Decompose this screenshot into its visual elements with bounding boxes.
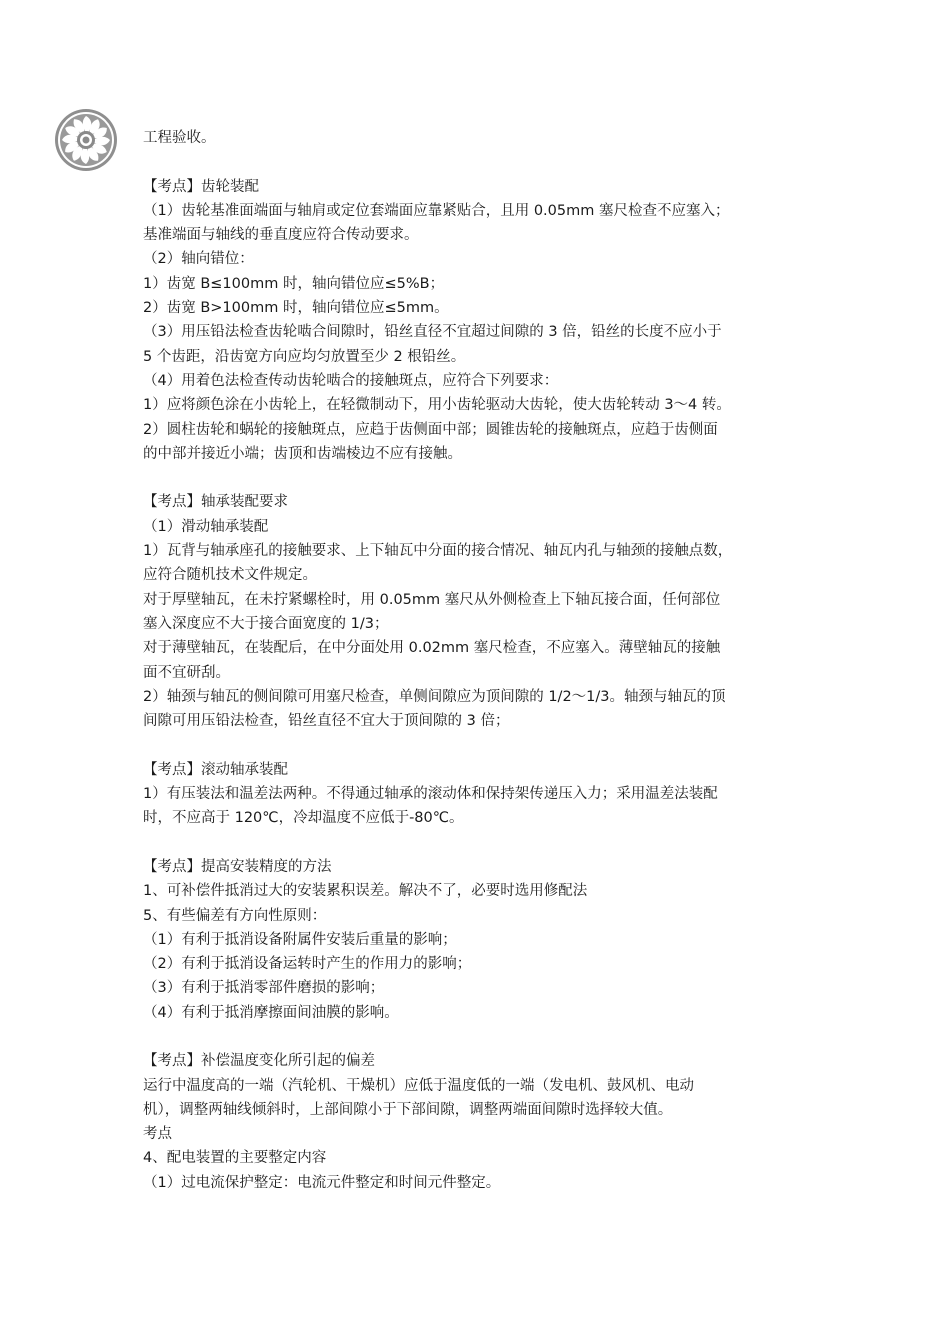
text-line: （1）齿轮基准面端面与轴肩或定位套端面应靠紧贴合，且用 0.05mm 塞尺检查不应塞入；	[143, 202, 730, 219]
text-line: 2）齿宽 B>100mm 时，轴向错位应≤5mm。	[143, 300, 449, 317]
text-line: （4）有利于抵消摩擦面间油膜的影响。	[143, 1004, 399, 1021]
text-line: 的中部并接近小端；齿顶和齿端棱边不应有接触。	[143, 445, 462, 462]
section-heading: 【考点】轴承装配要求	[143, 494, 288, 511]
blank-line	[143, 150, 833, 174]
blank-line	[143, 1025, 833, 1049]
text-line: 面不宜研刮。	[143, 664, 230, 681]
text-line: 5、有些偏差有方向性原则：	[143, 907, 327, 924]
text-line: 1）瓦背与轴承座孔的接触要求、上下轴瓦中分面的接合情况、轴瓦内孔与轴颈的接触点数，	[143, 543, 733, 560]
text-line: 间隙可用压铅法检查，铅丝直径不宜大于顶间隙的 3 倍；	[143, 713, 510, 730]
text-line: （1）有利于抵消设备附属件安装后重量的影响；	[143, 931, 457, 948]
text-line: 应符合随机技术文件规定。	[143, 567, 317, 584]
text-line: 1）应将颜色涂在小齿轮上，在轻微制动下，用小齿轮驱动大齿轮，使大齿轮转动 3～4 转。	[143, 397, 731, 414]
text-line: 基准端面与轴线的垂直度应符合传动要求。	[143, 227, 419, 244]
text-line: 4、配电装置的主要整定内容	[143, 1150, 327, 1167]
text-line: （2）轴向错位：	[143, 251, 254, 268]
section-heading: 【考点】补偿温度变化所引起的偏差	[143, 1053, 375, 1070]
text-line: （3）用压铅法检查齿轮啮合间隙时，铅丝直径不宜超过间隙的 3 倍，铅丝的长度不应小于	[143, 324, 722, 341]
blank-line	[143, 831, 833, 855]
text-line: 运行中温度高的一端（汽轮机、干燥机）应低于温度低的一端（发电机、鼓风机、电动	[143, 1077, 694, 1094]
text-line: 1、可补偿件抵消过大的安装累积误差。解决不了，必要时选用修配法	[143, 883, 588, 900]
text-line: 塞入深度应不大于接合面宽度的 1/3；	[143, 615, 389, 632]
blank-line	[143, 466, 833, 490]
text-line: 对于薄壁轴瓦，在装配后，在中分面处用 0.02mm 塞尺检查，不应塞入。薄壁轴瓦的接触	[143, 640, 721, 657]
document-body	[143, 126, 833, 1195]
text-line: 考点	[143, 1126, 172, 1143]
text-line: （2）有利于抵消设备运转时产生的作用力的影响；	[143, 956, 472, 973]
section-heading: 【考点】提高安装精度的方法	[143, 858, 332, 875]
text-line: 工程验收。	[143, 130, 216, 146]
text-line: 对于厚壁轴瓦，在未拧紧螺栓时，用 0.05mm 塞尺从外侧检查上下轴瓦接合面，任何部位	[143, 591, 721, 608]
text-line: 时，不应高于 120℃，冷却温度不应低于-80℃。	[143, 810, 464, 827]
logo-icon	[54, 108, 118, 172]
text-line: 1）有压装法和温差法两种。不得通过轴承的滚动体和保持架传递压入力；采用温差法装配	[143, 786, 718, 803]
text-line: 机），调整两轴线倾斜时，上部间隙小于下部间隙，调整两端面间隙时选择较大值。	[143, 1101, 673, 1118]
text-line: （1）过电流保护整定：电流元件整定和时间元件整定。	[143, 1174, 501, 1191]
text-line: 2）轴颈与轴瓦的侧间隙可用塞尺检查，单侧间隙应为顶间隙的 1/2～1/3。轴颈与轴瓦的顶	[143, 688, 726, 705]
text-line: 2）圆柱齿轮和蜗轮的接触斑点，应趋于齿侧面中部；圆锥齿轮的接触斑点，应趋于齿侧面	[143, 421, 718, 438]
text-line: 1）齿宽 B≤100mm 时，轴向错位应≤5%B；	[143, 275, 445, 292]
blank-line	[143, 733, 833, 757]
text-line: （3）有利于抵消零部件磨损的影响；	[143, 980, 385, 997]
section-heading: 【考点】滚动轴承装配	[143, 761, 288, 778]
text-line: （1）滑动轴承装配	[143, 518, 269, 535]
text-line: （4）用着色法检查传动齿轮啮合的接触斑点，应符合下列要求：	[143, 372, 559, 389]
section-heading: 【考点】齿轮装配	[143, 178, 259, 195]
text-line: 5 个齿距，沿齿宽方向应均匀放置至少 2 根铅丝。	[143, 348, 466, 365]
